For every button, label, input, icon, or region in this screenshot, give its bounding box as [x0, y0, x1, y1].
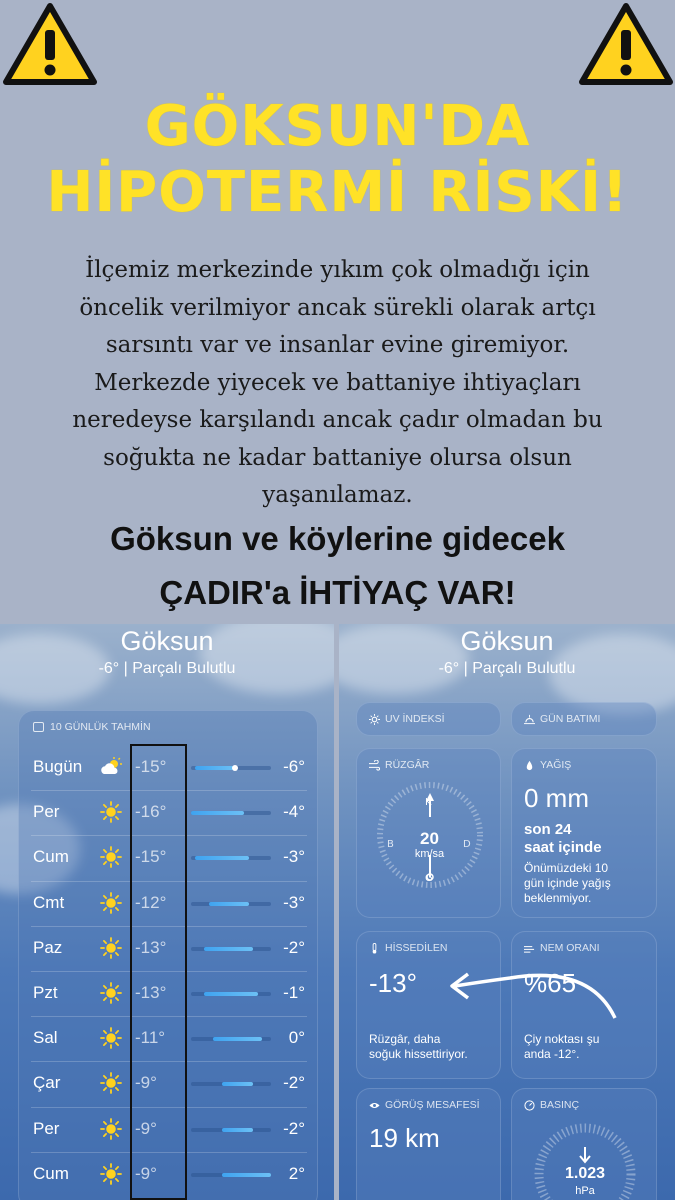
- wind-title: RÜZGÂR: [385, 759, 430, 771]
- body-line: soğukta ne kadar battaniye olursa olsun: [103, 444, 572, 471]
- forecast-high: -2°: [283, 937, 305, 957]
- sun-icon: [99, 891, 123, 915]
- sun-icon: [99, 1162, 123, 1186]
- forecast-day: Pzt: [33, 983, 58, 1002]
- forecast-high: -1°: [283, 983, 305, 1002]
- temperature-range-fill: [204, 947, 253, 951]
- sunset-icon: [524, 714, 535, 725]
- temperature-range-bar: [191, 811, 271, 815]
- precipitation-card[interactable]: [511, 748, 657, 918]
- body-line: sarsıntı var ve insanlar evine giremiyor.: [105, 332, 570, 358]
- warning-icon: [2, 2, 98, 86]
- temperature-range-bar: [191, 992, 271, 996]
- compass-west: B: [387, 839, 394, 850]
- warning-icon: [578, 2, 674, 86]
- temperature-range-bar: [191, 1082, 271, 1086]
- forecast-day: Cum: [33, 847, 69, 867]
- forecast-low: -13°: [135, 937, 167, 957]
- temperature-range-fill: [213, 1037, 262, 1041]
- temperature-range-bar: [191, 856, 271, 860]
- current-condition: -6° | Parçalı Bulutlu: [98, 660, 236, 677]
- forecast-low: -16°: [135, 802, 167, 822]
- precipitation-value: 0 mm: [524, 783, 589, 813]
- forecast-high: 0°: [288, 1028, 305, 1048]
- sun-icon: [99, 1117, 123, 1141]
- body-paragraph: [30, 252, 645, 515]
- humidity-title: NEM ORANI: [540, 942, 600, 954]
- sun-icon: [99, 845, 123, 869]
- forecast-day: Bugün: [33, 757, 83, 776]
- temperature-range-fill: [222, 1082, 253, 1086]
- temperature-range-fill: [222, 1173, 271, 1177]
- city-name: Göksun: [460, 626, 554, 656]
- forecast-day: Paz: [33, 937, 63, 957]
- temperature-range-fill: [195, 856, 248, 860]
- headline-line-1: GÖKSUN'DA: [144, 94, 531, 159]
- forecast-day: Çar: [33, 1073, 61, 1093]
- visibility-value: 19 km: [369, 1123, 440, 1153]
- forecast-high: -3°: [283, 892, 305, 912]
- temperature-range-bar: [191, 1037, 271, 1041]
- forecast-day: Cmt: [33, 892, 65, 912]
- temperature-range-bar: [191, 902, 271, 906]
- current-temp-dot: [232, 765, 238, 771]
- humidity-value: %65: [524, 968, 577, 998]
- temperature-range-bar: [191, 947, 271, 951]
- temperature-range-fill: [222, 1128, 253, 1132]
- forecast-high: -4°: [283, 802, 305, 822]
- wind-unit: km/sa: [414, 848, 445, 860]
- sun-icon: [99, 1071, 123, 1095]
- temperature-range-bar: [191, 1173, 271, 1177]
- forecast-high: -2°: [283, 1073, 305, 1093]
- forecast-high: -3°: [283, 847, 305, 867]
- forecast-high: 2°: [288, 1163, 305, 1183]
- partly-cloudy-icon: [99, 755, 123, 779]
- compass-south: G: [425, 873, 433, 884]
- feels-like-title: HİSSEDİLEN: [385, 942, 448, 954]
- compass-east: D: [463, 839, 471, 850]
- forecast-low: -9°: [135, 1073, 157, 1093]
- forecast-high: -2°: [283, 1118, 305, 1138]
- current-condition: -6° | Parçalı Bulutlu: [438, 660, 576, 677]
- forecast-low: -9°: [135, 1118, 157, 1138]
- sunset-card[interactable]: [511, 702, 657, 736]
- forecast-day: Per: [33, 1118, 60, 1138]
- body-line: İlçemiz merkezinde yıkım çok olmadığı için: [85, 257, 590, 283]
- temperature-range-fill: [209, 902, 249, 906]
- feels-like-note: soğuk hissettiriyor.: [369, 1047, 468, 1061]
- compass-north: K: [425, 797, 432, 808]
- humidity-note: Çiy noktası şu: [524, 1032, 600, 1046]
- sunset-title: GÜN BATIMI: [540, 713, 601, 725]
- uv-index-card[interactable]: [356, 702, 501, 736]
- forecast-title: 10 GÜNLÜK TAHMİN: [50, 721, 151, 733]
- pressure-title: BASINÇ: [540, 1099, 580, 1111]
- precipitation-note: gün içinde yağış: [524, 876, 611, 890]
- forecast-day: Cum: [33, 1163, 69, 1183]
- precipitation-title: YAĞIŞ: [540, 759, 572, 771]
- details-screenshot: [339, 624, 675, 1200]
- calendar-icon: [33, 722, 44, 732]
- sun-icon: [99, 800, 123, 824]
- body-line: yaşanılamaz.: [262, 482, 413, 508]
- wind-card[interactable]: [356, 748, 501, 918]
- sun-icon: [99, 936, 123, 960]
- wind-icon: [369, 760, 380, 771]
- body-line: Merkezde yiyecek ve battaniye ihtiyaçları: [94, 369, 581, 396]
- visibility-title: GÖRÜŞ MESAFESİ: [385, 1099, 480, 1111]
- call-to-action-line-2: ÇADIR'a İHTİYAÇ VAR!: [159, 574, 516, 611]
- annotation-arrow: [440, 960, 640, 1030]
- forecast-header: [33, 721, 151, 733]
- forecast-low: -15°: [135, 757, 167, 776]
- forecast-low: -13°: [135, 983, 167, 1002]
- temperature-range-fill: [204, 992, 257, 996]
- forecast-day: Per: [33, 802, 60, 822]
- humidity-note: anda -12°.: [524, 1047, 580, 1061]
- forecast-low: -15°: [135, 847, 167, 867]
- wind-speed: 20: [420, 829, 439, 848]
- precipitation-period-2: saat içinde: [524, 839, 602, 856]
- raindrop-icon: [524, 760, 535, 771]
- call-to-action-line-1: Göksun ve köylerine gidecek: [110, 520, 565, 557]
- forecast-low: -9°: [135, 1163, 157, 1183]
- headline-line-2: HİPOTERMİ RİSKİ!: [46, 160, 629, 225]
- pressure-value: 1.023: [564, 1165, 606, 1182]
- temperature-range-bar: [191, 766, 271, 770]
- eye-icon: [369, 1100, 380, 1111]
- feels-like-value: -13°: [369, 968, 417, 998]
- highlight-box: [130, 744, 187, 1200]
- sun-icon: [99, 981, 123, 1005]
- pressure-unit: hPa: [575, 1185, 595, 1197]
- feels-like-note: Rüzgâr, daha: [369, 1032, 441, 1046]
- precipitation-period-1: son 24: [524, 821, 572, 838]
- body-line: neredeyse karşılandı ancak çadır olmadan bu: [72, 407, 603, 433]
- precipitation-note: beklenmiyor.: [524, 891, 592, 905]
- forecast-low: -12°: [135, 892, 167, 912]
- temperature-range-fill: [191, 811, 244, 815]
- precipitation-note: Önümüzdeki 10: [524, 861, 609, 875]
- body-line: öncelik verilmiyor ancak sürekli olarak artçı: [79, 294, 596, 321]
- pressure-card[interactable]: [511, 1088, 657, 1200]
- uv-title: UV İNDEKSİ: [385, 713, 445, 725]
- sun-icon: [369, 714, 380, 725]
- gauge-icon: [524, 1100, 535, 1111]
- forecast-day: Sal: [33, 1028, 58, 1048]
- humidity-icon: [524, 943, 535, 954]
- sun-icon: [99, 1026, 123, 1050]
- city-name: Göksun: [120, 626, 214, 656]
- forecast-low: -11°: [135, 1028, 166, 1048]
- temperature-range-fill: [195, 766, 235, 770]
- temperature-range-bar: [191, 1128, 271, 1132]
- forecast-high: -6°: [283, 757, 305, 776]
- visibility-card[interactable]: [356, 1088, 501, 1200]
- thermometer-icon: [369, 943, 380, 954]
